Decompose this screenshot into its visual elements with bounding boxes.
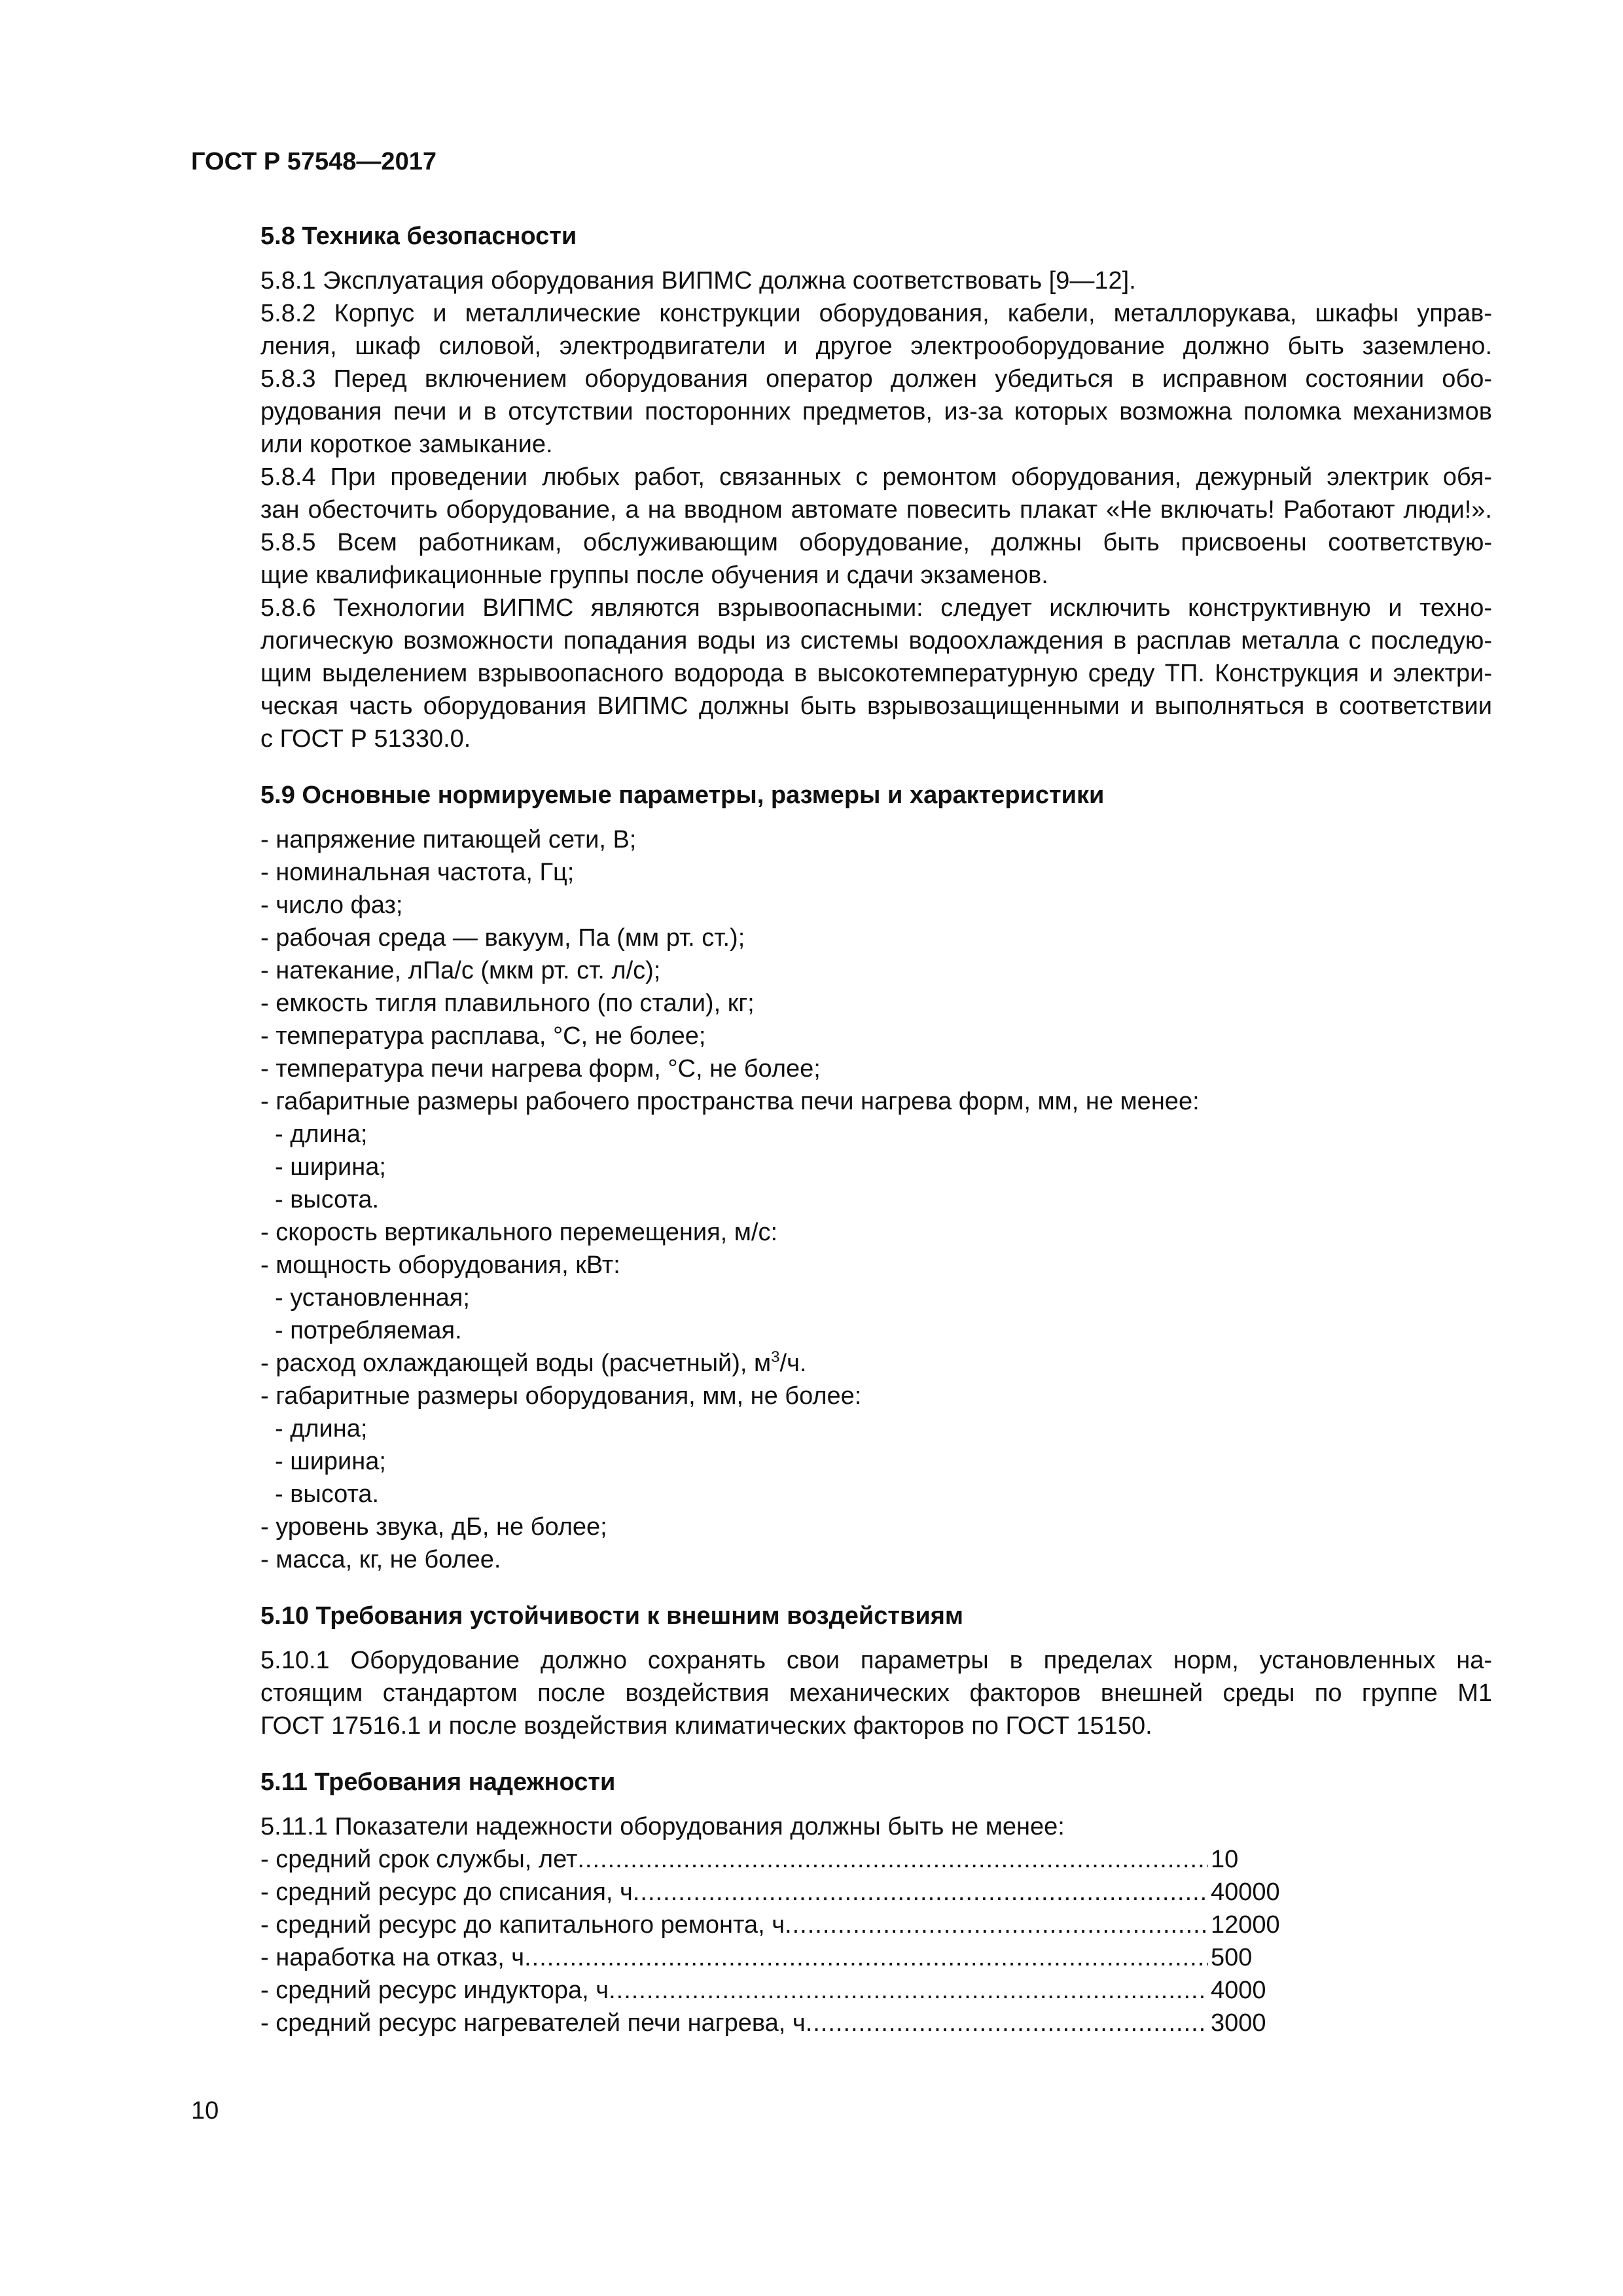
list-item: - уровень звука, дБ, не более; xyxy=(260,1513,607,1541)
paragraph-5-8-1: 5.8.1 Эксплуатация оборудования ВИПМС должна соответствовать [9—12]. xyxy=(260,267,1136,295)
section-title-5-11: 5.11 Требования надежности xyxy=(260,1768,616,1796)
table-row: - средний ресурс до списания, ч ..... 40000 xyxy=(260,1876,1289,1909)
document-body xyxy=(260,220,1492,2039)
paragraph-5-10-1: 5.10.1 Оборудование должно сохранять свои параметры в пределах норм, установленных на- стоящим стандартом после воздействия механических факторов внешней среды по группе М1 ГОСТ 17516.1 и после воздействия климатических факторов по ГОСТ 15150. xyxy=(260,1647,1492,1740)
list-item: - высота. xyxy=(275,1186,380,1213)
list-item: - габаритные размеры оборудования, мм, не более: xyxy=(260,1382,862,1410)
page-number: 10 xyxy=(191,2097,219,2125)
parameters-list xyxy=(260,823,1492,1576)
list-item: - температура расплава, °С, не более; xyxy=(260,1022,706,1050)
list-item: - скорость вертикального перемещения, м/с: xyxy=(260,1219,778,1246)
list-item: - потребляемая. xyxy=(275,1317,462,1344)
table-row: - средний ресурс индуктора, ч ..... 4000 xyxy=(260,1974,1289,2007)
list-item: - ширина; xyxy=(275,1448,386,1475)
paragraph-5-11-1: 5.11.1 Показатели надежности оборудования должны быть не менее: xyxy=(260,1813,1065,1840)
paragraph-5-8-4: 5.8.4 При проведении любых работ, связанных с ремонтом оборудования, дежурный электрик обя- зан обесточить оборудование, а на вводном автомате повесить плакат «Не включать! Работают люди!». xyxy=(260,463,1492,524)
list-item: - мощность оборудования, кВт: xyxy=(260,1251,620,1279)
list-item: - масса, кг, не более. xyxy=(260,1546,501,1573)
list-item: - длина; xyxy=(275,1121,368,1148)
table-row: - наработка на отказ, ч ..... 500 xyxy=(260,1941,1289,1974)
document-header: ГОСТ Р 57548—2017 xyxy=(191,148,437,175)
list-item: - установленная; xyxy=(275,1284,470,1312)
list-item: - напряжение питающей сети, В; xyxy=(260,826,637,853)
list-item: - длина; xyxy=(275,1415,368,1443)
list-item: - номинальная частота, Гц; xyxy=(260,859,575,886)
table-row: - средний ресурс до капитального ремонта, ч ..... 12000 xyxy=(260,1909,1289,1941)
list-item: - число фаз; xyxy=(260,891,403,919)
table-row: - средний ресурс нагревателей печи нагрева, ч ..... 3000 xyxy=(260,2007,1289,2039)
list-item: - емкость тигля плавильного (по стали), кг; xyxy=(260,990,755,1017)
reliability-table xyxy=(260,1843,1289,2039)
list-item: - габаритные размеры рабочего пространства печи нагрева форм, мм, не менее: xyxy=(260,1088,1200,1115)
list-item-water-flow: - расход охлаждающей воды (расчетный), $м^3/ч$. xyxy=(260,1348,807,1377)
list-item: - высота. xyxy=(275,1480,380,1508)
section-title-5-9: 5.9 Основные нормируемые параметры, размеры и характеристики xyxy=(260,781,1105,809)
paragraph-5-8-6: 5.8.6 Технологии ВИПМС являются взрывоопасными: следует исключить конструктивную и техно- логическую возможности попадания воды из системы водоохлаждения в расплав металла с последую- щим выделением взрывоопасного водорода в высокотемпературную среду ТП. Конструкция и электри- ческая часть оборудования ВИПМС должны быть взрывозащищенными и выполняться в соответствии с ГОСТ Р 51330.0. xyxy=(260,594,1492,753)
section-title-5-8: 5.8 Техника безопасности xyxy=(260,223,577,250)
section-title-5-10: 5.10 Требования устойчивости к внешним воздействиям xyxy=(260,1602,964,1630)
list-item: - натекание, лПа/с (мкм рт. ст. л/с); xyxy=(260,957,661,984)
paragraph-5-8-5: 5.8.5 Всем работникам, обслуживающим оборудование, должны быть присвоены соответствую- щие квалификационные группы после обучения и сдачи экзаменов. xyxy=(260,529,1492,589)
paragraph-5-8-2: 5.8.2 Корпус и металлические конструкции оборудования, кабели, металлорукава, шкафы управ- ления, шкаф силовой, электродвигатели и другое электрооборудование должно быть заземлено. xyxy=(260,300,1492,360)
list-item: - ширина; xyxy=(275,1153,386,1181)
table-row: - средний срок службы, лет ..... 10 xyxy=(260,1843,1289,1876)
list-item: - температура печи нагрева форм, °С, не более; xyxy=(260,1055,821,1083)
paragraph-5-8-3: 5.8.3 Перед включением оборудования оператор должен убедиться в исправном состоянии обо- рудования печи и в отсутствии посторонних предметов, из-за которых возможна поломка механизмов или короткое замыкание. xyxy=(260,365,1492,458)
list-item: - рабочая среда — вакуум, Па (мм рт. ст.); xyxy=(260,924,745,952)
